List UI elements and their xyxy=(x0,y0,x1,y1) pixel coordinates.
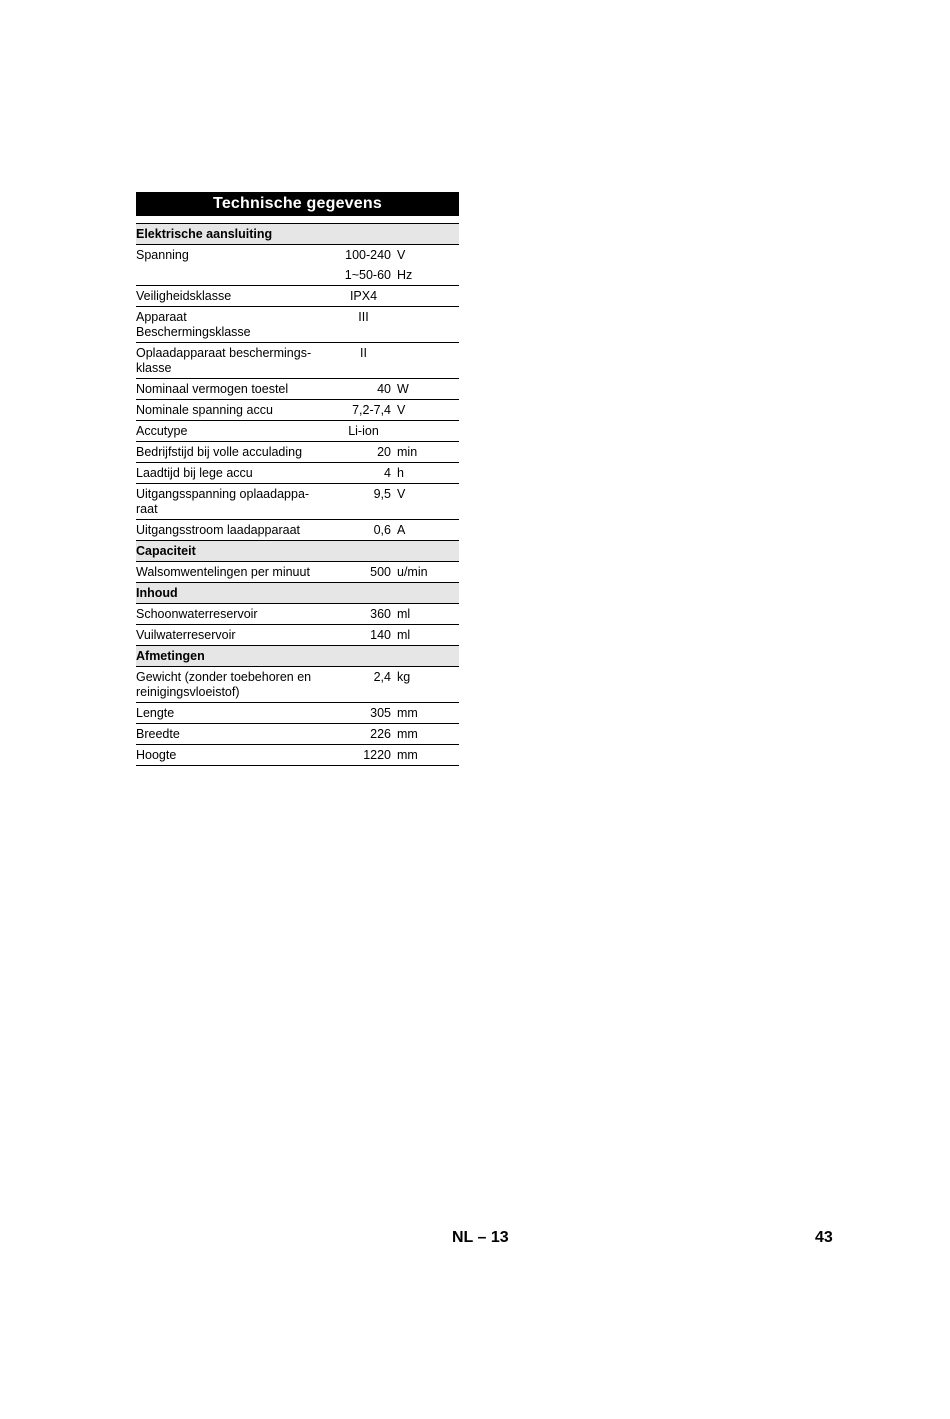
spec-label: Nominaal vermogen toestel xyxy=(136,382,289,396)
footer-page-number: 43 xyxy=(815,1229,833,1246)
spec-unit: kg xyxy=(397,670,411,684)
spec-unit: mm xyxy=(397,706,418,720)
spec-label xyxy=(136,268,336,283)
section-heading xyxy=(136,646,459,667)
technical-data-table xyxy=(136,192,459,766)
spec-row xyxy=(136,745,459,766)
spec-unit: mm xyxy=(397,748,418,762)
spec-unit: V xyxy=(397,248,406,262)
spec-label: Oplaadapparaat beschermings- klasse xyxy=(136,346,312,375)
spec-label: Veiligheidsklasse xyxy=(136,289,232,303)
spec-label: Vuilwaterreservoir xyxy=(136,628,236,642)
spec-label: Uitgangsstroom laadapparaat xyxy=(136,523,300,537)
section-heading xyxy=(136,583,459,604)
spec-value: 1220 xyxy=(363,748,391,762)
spec-value: 140 xyxy=(370,628,391,642)
spec-row xyxy=(136,442,459,463)
spec-unit: mm xyxy=(397,727,418,741)
section-heading-label: Elektrische aansluiting xyxy=(136,227,273,241)
spec-value: 9,5 xyxy=(373,487,391,501)
spec-row xyxy=(136,400,459,421)
spec-value: III xyxy=(358,310,369,324)
spec-value: 100-240 xyxy=(345,248,391,262)
spec-row xyxy=(136,724,459,745)
spec-row xyxy=(136,562,459,583)
spec-unit: V xyxy=(397,403,406,417)
spec-value: 4 xyxy=(384,466,391,480)
spec-value: 226 xyxy=(370,727,391,741)
spec-row xyxy=(136,520,459,541)
spec-unit: W xyxy=(397,382,409,396)
spec-value: 2,4 xyxy=(373,670,391,684)
spec-label: Hoogte xyxy=(136,748,177,762)
spec-value: IPX4 xyxy=(349,289,378,303)
spec-value: 305 xyxy=(370,706,391,720)
section-heading xyxy=(136,541,459,562)
spec-label: Nominale spanning accu xyxy=(136,403,273,417)
spec-value: 7,2-7,4 xyxy=(352,403,391,417)
table-title: Technische gegevens xyxy=(136,192,459,216)
spec-row xyxy=(136,343,459,379)
spec-value: 500 xyxy=(370,565,391,579)
spec-unit: ml xyxy=(397,628,411,642)
spec-label: Lengte xyxy=(136,706,175,720)
spec-unit xyxy=(391,424,459,439)
spec-value: 20 xyxy=(377,445,391,459)
spec-unit: A xyxy=(397,523,406,537)
spec-label: Uitgangsspanning oplaadappa- raat xyxy=(136,487,310,516)
spec-row xyxy=(136,703,459,724)
spec-value: II xyxy=(360,346,367,360)
spec-label: Apparaat Beschermingsklasse xyxy=(136,310,251,339)
spec-unit xyxy=(391,310,459,340)
spec-row xyxy=(136,265,459,286)
spec-unit: V xyxy=(397,487,406,501)
spec-value: 0,6 xyxy=(373,523,391,537)
spec-value: 360 xyxy=(370,607,391,621)
spec-unit xyxy=(391,289,459,304)
table-body xyxy=(136,224,459,766)
spec-unit xyxy=(391,346,459,376)
spec-row xyxy=(136,463,459,484)
spec-label: Breedte xyxy=(136,727,180,741)
section-heading-label: Capaciteit xyxy=(136,544,196,558)
spec-row xyxy=(136,625,459,646)
section-heading xyxy=(136,224,459,245)
section-heading-label: Afmetingen xyxy=(136,649,205,663)
spec-unit: ml xyxy=(397,607,411,621)
spec-row xyxy=(136,379,459,400)
spec-value: Li-ion xyxy=(348,424,379,438)
spec-unit: Hz xyxy=(397,268,413,282)
spec-label: Accutype xyxy=(136,424,188,438)
spec-row xyxy=(136,286,459,307)
spec-value: 1~50-60 xyxy=(344,268,391,282)
spec-row xyxy=(136,667,459,703)
spec-row xyxy=(136,604,459,625)
spec-row xyxy=(136,484,459,520)
spec-value: 40 xyxy=(377,382,391,396)
spec-row xyxy=(136,245,459,265)
section-heading-label: Inhoud xyxy=(136,586,178,600)
spec-label: Spanning xyxy=(136,248,189,262)
spec-unit: h xyxy=(397,466,404,480)
spec-label: Gewicht (zonder toebehoren en reinigingsvloeistof) xyxy=(136,670,312,699)
spec-unit: min xyxy=(397,445,418,459)
spec-unit: u/min xyxy=(397,565,428,579)
spec-label: Walsomwentelingen per minuut xyxy=(136,565,310,579)
footer-section-label: NL – 13 xyxy=(452,1229,509,1246)
spec-row xyxy=(136,307,459,343)
title-spacer xyxy=(136,216,459,224)
spec-label: Bedrijfstijd bij volle acculading xyxy=(136,445,303,459)
spec-row xyxy=(136,421,459,442)
spec-label: Schoonwaterreservoir xyxy=(136,607,258,621)
spec-label: Laadtijd bij lege accu xyxy=(136,466,253,480)
